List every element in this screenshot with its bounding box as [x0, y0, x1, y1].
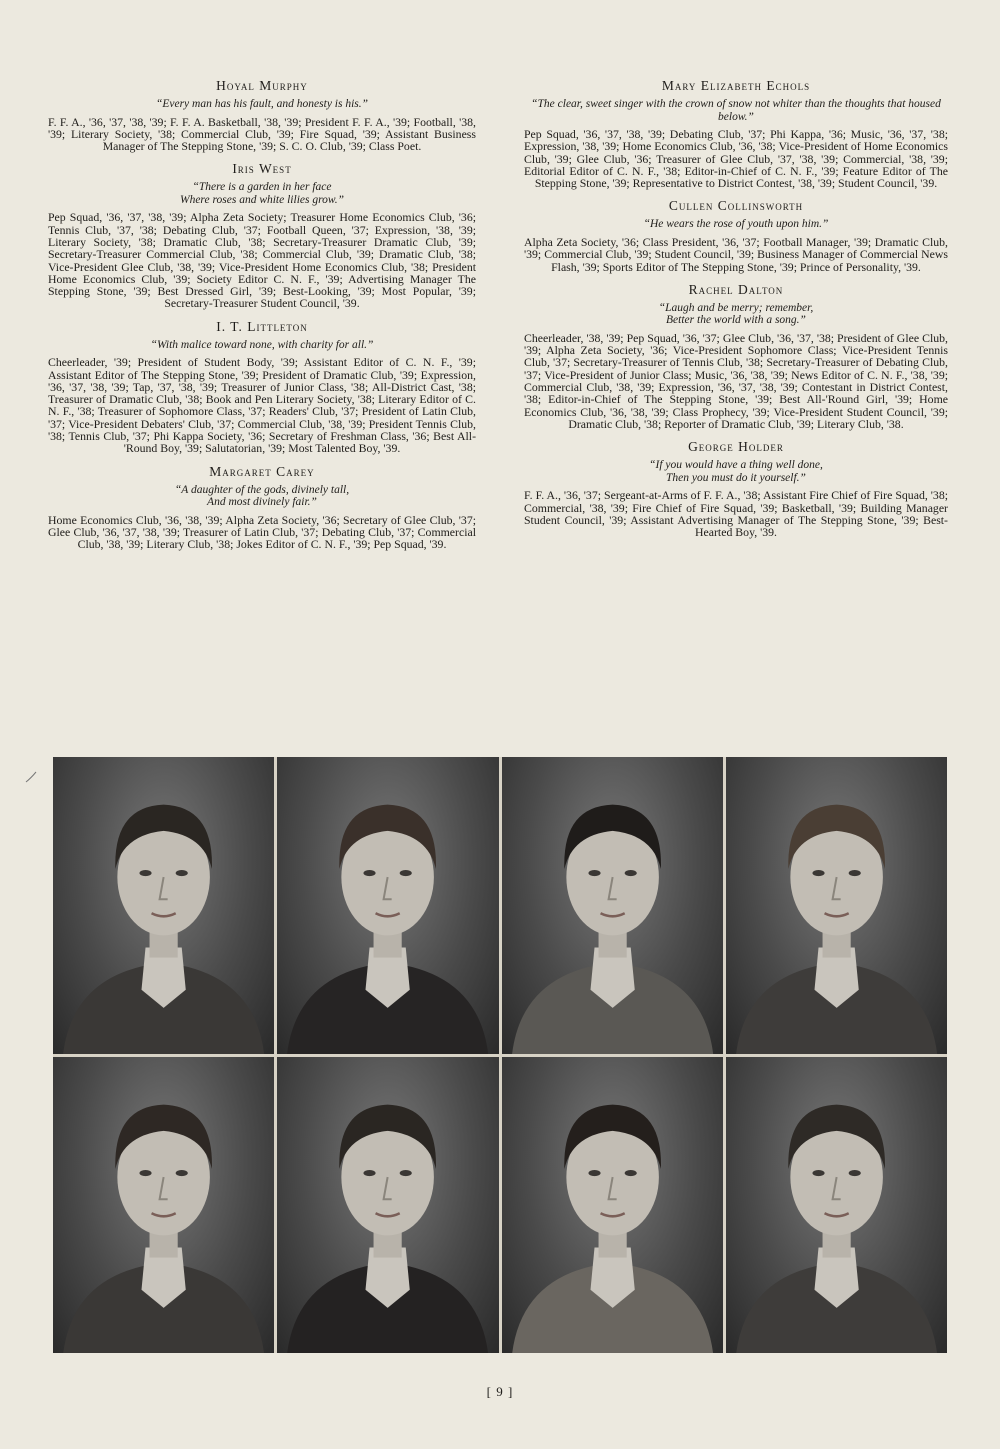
- senior-name: Hoyal Murphy: [216, 78, 308, 93]
- senior-activities: Alpha Zeta Society, '36; Class President, '36, '37; Football Manager, '39; Dramatic Club, '39; Commercial Club, '39; Student Council, '39; Business Manager of Commercial News Flash, '39; Sports Editor of The Stepping Stone, '39; Prince of Personality, '39.: [524, 234, 948, 274]
- portrait-photo: [726, 1057, 947, 1354]
- portrait-photo: [53, 1057, 274, 1354]
- senior-name: Iris West: [232, 161, 292, 177]
- portrait-photo: [726, 757, 947, 1054]
- senior-entry: [48, 78, 476, 152]
- senior-activities: F. F. A., '36, '37, '38, '39; F. F. A. Basketball, '38, '39; President F. F. A., '39; Football, '38, '39; Literary Society, '38; Commercial Club, '39; Fire Squad, '39; Assistant Business Manager of The Stepping Stone, '39; S. C. O. Club, '39; Class Poet.: [48, 114, 476, 154]
- senior-quote: “He wears the rose of youth upon him.”: [643, 218, 829, 231]
- right-column: [524, 78, 948, 547]
- senior-name: Mary Elizabeth Echols: [661, 78, 811, 93]
- senior-name: Margaret Carey: [209, 463, 315, 479]
- senior-entry: [524, 439, 948, 538]
- senior-quote: “Laugh and be merry; remember, Better the world with a song.”: [658, 301, 814, 327]
- portrait-figure: [502, 1057, 723, 1354]
- senior-activities: Pep Squad, '36, '37, '38, '39; Alpha Zeta Society; Treasurer Home Economics Club, '36; Tennis Club, '37, '38; Debating Club, '37; Football Queen, '37; Expression, '38, '39; Literary Society, '38; Dramatic Club, '38; Secretary-Treasurer Dramatic Club, '39; Secretary-Treasurer Commercial Club, '38; Commercial Club, '39; Dramatic Club, '38; Vice-President Glee Club, '38, '39; Vice-President Home Economics Club, '38; President Home Economics Club, '39; Society Editor C. N. F., '39; Advertising Manager The Stepping Stone, '39; Best Dressed Girl, '39; Best-Looking, '39; Most Popular, '39; Secretary-Treasurer Student Council, '39.: [48, 210, 476, 311]
- senior-activities: Cheerleader, '39; President of Student Body, '39; Assistant Editor of C. N. F., '39; Assistant Editor of The Stepping Stone, '39; President of Dramatic Club, '39; Expression, '36, '37, '38, '39; Tap, '37, '38, '39; Treasurer of Junior Class, '38; All-District Cast, '38; Treasurer of Dramatic Club, '38; Book and Pen Literary Society, '38; Literary Editor of C. N. F., '38; Treasurer of Sophomore Class, '37; Readers' Club, '37; President of Latin Club, '37; Vice-President Debaters' Club, '37; Commercial Club, '38, '39; President Tennis Club, '38; Tennis Club, '37; Phi Kappa Society, '36; Secretary of Freshman Class, '36; Best All-'Round Boy, '39; Salutatorian, '39; Most Talented Boy, '39.: [48, 355, 476, 456]
- senior-name: Rachel Dalton: [688, 281, 784, 297]
- senior-quote: “Every man has his fault, and honesty is his.”: [155, 98, 369, 110]
- portrait-photo: [502, 1057, 723, 1354]
- senior-quote: “With malice toward none, with charity for all.”: [150, 338, 374, 351]
- pencil-mark-icon: [24, 770, 38, 784]
- portrait-figure: [277, 757, 498, 1054]
- senior-entry: [48, 464, 476, 551]
- senior-quote: “A daughter of the gods, divinely tall, And most divinely fair.”: [174, 483, 350, 509]
- portrait-photo: [277, 1057, 498, 1354]
- portrait-grid: [53, 757, 947, 1353]
- senior-entry: [524, 78, 948, 189]
- senior-activities: Home Economics Club, '36, '38, '39; Alpha Zeta Society, '36; Secretary of Glee Club, '37; Glee Club, '36, '37, '38, '39; Treasurer of Latin Club, '37; Debating Club, '37; Commercial Club, '38, '39; Literary Club, '38; Jokes Editor of C. N. F., '39; Pep Squad, '39.: [48, 512, 476, 552]
- senior-activities: Cheerleader, '38, '39; Pep Squad, '36, '37; Glee Club, '36, '37, '38; President of Glee Club, '39; Alpha Zeta Society, '36; Vice-President Sophomore Class; Vice-President Tennis Club, '37; Secretary-Treasurer of Tennis Club, '38; Secretary-Treasurer of Debating Club, '37; Vice-President of Junior Class; Music, '36, '38, '39; News Editor of C. N. F., '38, '39; Commercial Club, '38, '39; Expression, '36, '37, '38, '39; Contestant in District Contest, '38; Editor-in-Chief of The Stepping Stone, '39; Best All-'Round Girl, '39; Home Economics Club, '36, '38, '39; Class Prophecy, '39; Vice-President Student Council, '39; Dramatic Club, '38; Reporter of Dramatic Club, '39; Literary Club, '38.: [524, 330, 948, 431]
- senior-entry: [48, 161, 476, 309]
- senior-name: Cullen Collinsworth: [668, 198, 804, 214]
- senior-name: I. T. Littleton: [216, 318, 308, 334]
- portrait-photo: [277, 757, 498, 1054]
- left-column: [48, 78, 476, 560]
- portrait-figure: [502, 757, 723, 1054]
- portrait-figure: [53, 1057, 274, 1354]
- senior-activities: F. F. A., '36, '37; Sergeant-at-Arms of F. F. A., '38; Assistant Fire Chief of Fire Squad, '38; Commercial, '38, '39; Fire Chief of Fire Squad, '39; Basketball, '39; Building Manager Student Council, '39; Assistant Advertising Manager of The Stepping Stone, '39; Best-Hearted Boy, '39.: [524, 488, 948, 540]
- senior-quote: “The clear, sweet singer with the crown of snow not whiter than the thoughts that housed below.”: [531, 98, 941, 123]
- portrait-figure: [726, 1057, 947, 1354]
- senior-entry: [524, 198, 948, 272]
- portrait-figure: [277, 1057, 498, 1354]
- senior-entry: [524, 282, 948, 430]
- senior-quote: “If you would have a thing well done, Then you must do it yourself.”: [649, 459, 823, 484]
- portrait-photo: [53, 757, 274, 1054]
- portrait-figure: [726, 757, 947, 1054]
- portrait-figure: [53, 757, 274, 1054]
- senior-quote: “There is a garden in her face Where roses and white lilies grow.”: [180, 181, 344, 206]
- senior-name: George Holder: [688, 439, 784, 455]
- page-number: [ 9 ]: [486, 1384, 514, 1399]
- portrait-photo: [502, 757, 723, 1054]
- senior-entry: [48, 319, 476, 455]
- senior-activities: Pep Squad, '36, '37, '38, '39; Debating Club, '37; Phi Kappa, '36; Music, '36, '37, '38; Expression, '38, '39; Home Economics Club, '36, '38; Vice-President of Home Economics Club, '39; Glee Club, '36; Treasurer of Glee Club, '37, '38, '39; Commercial, '38, '39; Editorial Editor of C. N. F., '38; Editor-in-Chief of C. N. F., '39; Feature Editor of The Stepping Stone, '39; Representative to District Contest, '38, '39; Student Council, '39.: [524, 127, 948, 191]
